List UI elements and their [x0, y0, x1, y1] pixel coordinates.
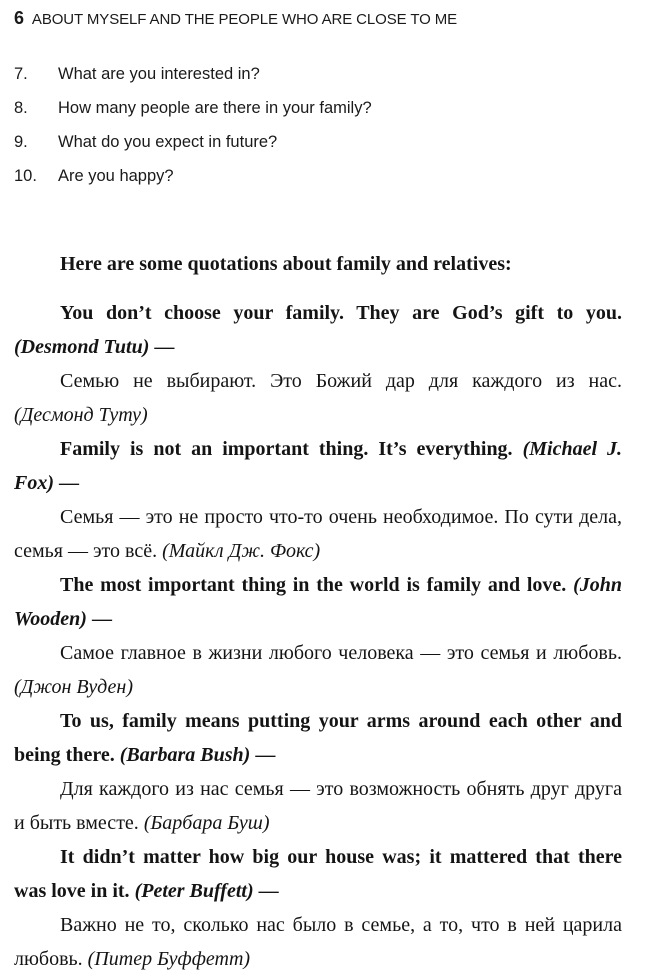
question-text: How many people are there in your family? — [58, 99, 372, 117]
quote-block — [14, 840, 622, 976]
quote-russian: Семью не выбирают. Это Божий дар для каждого из нас. (Десмонд Туту) — [14, 370, 622, 426]
question-list — [14, 57, 614, 193]
question-number: 9. — [14, 133, 28, 151]
quote-russian: Важно не то, сколько нас было в семье, а то, что в ней царила любовь. (Питер Буффетт) — [14, 914, 622, 970]
quote-english: The most important thing in the world is family and love. (John Wooden) — — [14, 574, 623, 630]
quote-author-ru: (Барбара Буш) — [143, 812, 270, 834]
quote-author-ru: (Питер Буффетт) — [87, 948, 251, 970]
quote-author-ru: (Десмонд Туту) — [14, 404, 148, 426]
quote-english: It didn’t matter how big our house was; it mattered that there was love in it. (Peter Buffett) — — [14, 846, 622, 902]
quote-russian: Для каждого из нас семья — это возможность обнять друг друга и быть вместе. (Барбара Буш) — [14, 778, 622, 834]
quote-author: (John Wooden) — [14, 574, 623, 630]
quote-author-ru: (Джон Вуден) — [14, 676, 133, 698]
list-item — [14, 159, 614, 193]
list-item — [14, 91, 614, 125]
quote-author: (Peter Buffett) — [134, 880, 254, 902]
quote-author-ru: (Майкл Дж. Фокс) — [162, 540, 321, 562]
quotations-intro: Here are some quotations about family and relatives: — [60, 253, 512, 275]
list-item — [14, 57, 614, 91]
quote-russian: Семья — это не просто что-то очень необходимое. По сути дела, семья — это всё. (Майкл Дж. Фокс) — [14, 506, 622, 562]
running-header — [14, 8, 457, 29]
quote-english: Family is not an important thing. It’s everything. (Michael J. Fox) — — [14, 438, 622, 494]
section-title: ABOUT MYSELF AND THE PEOPLE WHO ARE CLOSE TO ME — [31, 11, 458, 28]
quote-author: (Michael J. Fox) — [14, 438, 622, 494]
question-number: 7. — [14, 65, 28, 83]
quote-block — [14, 432, 622, 568]
question-number: 8. — [14, 99, 28, 117]
quote-block — [14, 704, 622, 840]
quote-author: (Desmond Tutu) — [14, 336, 150, 358]
list-item — [14, 125, 614, 159]
question-text: What are you interested in? — [58, 65, 260, 83]
quote-author: (Barbara Bush) — [119, 744, 251, 766]
question-text: Are you happy? — [58, 167, 174, 185]
page-number: 6 — [14, 8, 24, 28]
question-text: What do you expect in future? — [58, 133, 278, 151]
quote-block — [14, 568, 622, 704]
question-number: 10. — [14, 167, 37, 185]
quote-english: You don’t choose your family. They are God’s gift to you. (Desmond Tutu) — — [14, 302, 622, 358]
quote-block — [14, 296, 622, 432]
quote-english: To us, family means putting your arms around each other and being there. (Barbara Bush) — — [14, 710, 622, 766]
quote-russian: Самое главное в жизни любого человека — это семья и любовь. (Джон Вуден) — [14, 642, 622, 698]
